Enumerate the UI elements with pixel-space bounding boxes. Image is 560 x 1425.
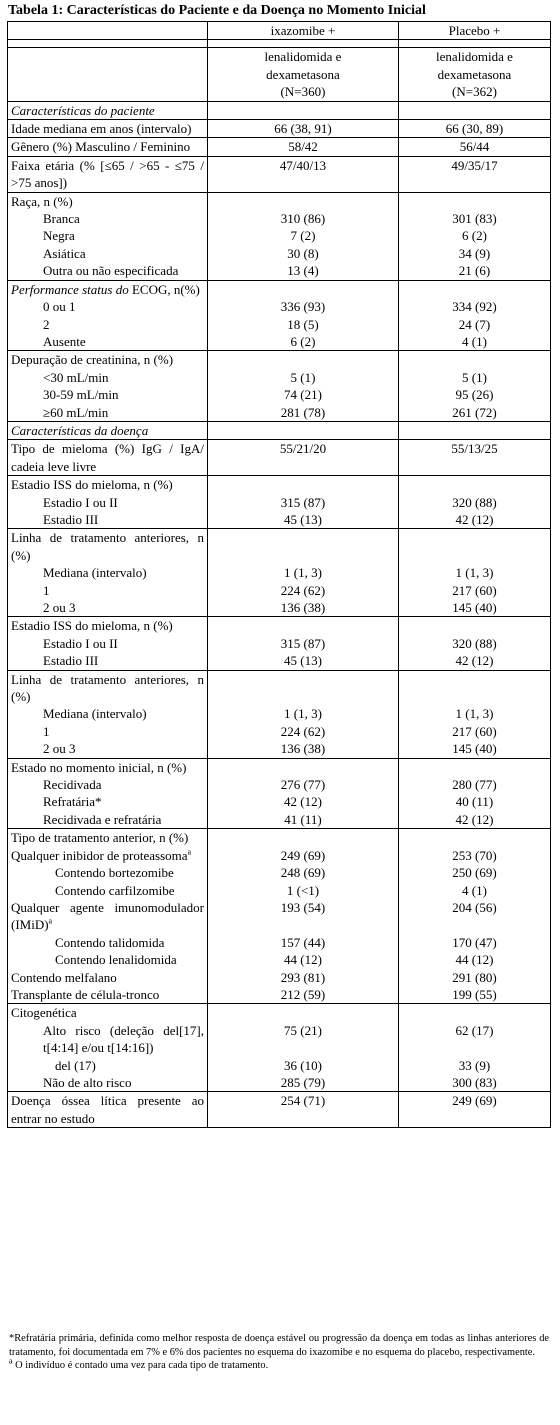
table-row [8,101,551,119]
header-col2-top: Placebo + [399,22,551,40]
item-label: Estadio I ou II [43,494,118,510]
group-header [11,281,204,298]
item-value-placebo: 217 (60) [452,582,497,598]
table-footnotes [9,1332,549,1373]
header-spacer [211,476,395,493]
item-value-ixazomibe: 315 (87) [280,635,326,651]
value-placebo: 49/35/17 [399,156,551,192]
item-label: Ausente [43,333,86,349]
spacer-cell [8,40,208,48]
header-row-spacer [8,40,551,48]
header-spacer [402,476,547,493]
header-spacer [402,351,547,368]
table-row [8,617,551,670]
item-label: Branca [43,211,80,227]
table-row [8,670,551,758]
group-labels [8,1004,208,1092]
item-value-ixazomibe: 248 (69) [280,865,326,881]
item-value-ixazomibe: 18 (5) [287,316,319,332]
item-value-ixazomibe: 1 (1, 3) [284,565,322,581]
item-value-ixazomibe: 45 (13) [284,511,322,527]
header-empty-cell [8,48,208,101]
item-value-placebo: 40 (11) [455,794,494,810]
item-label: 2 ou 3 [43,741,76,757]
header-spacer [211,1004,395,1021]
item-label-text: Qualquer inibidor de proteassoma [11,847,188,863]
value-ixazomibe: 58/42 [208,138,399,156]
header-empty-cell [8,22,208,40]
item-label: Contendo lenalidomida [55,952,177,968]
group-values-ixazomibe [208,280,399,351]
group-values-placebo [399,476,551,529]
section-label: Características do paciente [8,101,208,119]
table-row [8,120,551,138]
item-value-placebo: 21 (6) [458,263,491,279]
item-value-placebo: 6 (2) [462,228,487,244]
item-value-ixazomibe: 45 (13) [284,653,322,669]
item-value-placebo: 204 (56) [452,899,497,915]
item-value-placebo: 42 (12) [455,653,494,669]
header-col1-line: (N=360) [280,84,326,100]
item-label: 30-59 mL/min [43,387,119,403]
group-values-ixazomibe [208,829,399,1004]
item-value-placebo: 44 (12) [455,952,494,968]
value-ixazomibe: 47/40/13 [208,156,399,192]
header-spacer [402,281,547,298]
item-value-ixazomibe: 136 (38) [280,600,326,615]
item-label: Não de alto risco [43,1074,132,1090]
item-value-placebo: 1 (1, 3) [455,706,494,722]
header-spacer [211,829,395,846]
row-label: Faixa etária (% [≤65 / >65 - ≤75 / >75 anos]) [8,156,208,192]
item-label: Mediana (intervalo) [43,706,147,722]
table-row [8,1092,551,1128]
footnote-a [9,1356,549,1373]
table-row [8,156,551,192]
value-placebo: 249 (69) [399,1092,551,1128]
item-value-ixazomibe: 136 (38) [280,741,326,757]
item-label: Recidivada [43,777,102,793]
header-spacer [402,1004,547,1021]
item-value-placebo: 1 (1, 3) [455,565,494,581]
header-col2-line: lenalidomida e [436,49,513,65]
group-labels [8,829,208,1004]
group-values-placebo [399,670,551,758]
header-spacer [211,351,395,368]
item-value-ixazomibe: 157 (44) [280,934,326,950]
item-value-placebo: 4 (1) [462,333,487,349]
item-value-placebo: 42 (12) [455,811,494,827]
footnote-refractory: *Refratária primária, definida como melhor resposta de doença estável ou progressão da doença em todas as linhas anteriores de tratamento, foi documentada em 7% e 6% dos pacientes no esquema do ixazomibe e no esquema do placebo, respectivamente. [9,1333,549,1358]
table-row [8,351,551,422]
group-values-placebo [399,829,551,1004]
item-label: Transplante de célula-tronco [11,986,160,1002]
item-value-placebo: 145 (40) [452,741,497,757]
header-spacer [211,281,395,298]
group-values-ixazomibe [208,529,399,617]
item-value-placebo: 334 (92) [452,299,497,315]
item-value-placebo: 250 (69) [452,865,497,881]
value-placebo: 56/44 [399,138,551,156]
table-row [8,440,551,476]
group-labels [8,617,208,670]
header-col1-top: ixazomibe + [208,22,399,40]
item-value-placebo: 4 (1) [462,882,487,898]
table-row [8,476,551,529]
item-label-text: Qualquer agente imunomodulador (IMiD) [11,899,204,933]
item-value-ixazomibe: 7 (2) [290,228,316,244]
footnote-a-marker: a [9,1356,13,1366]
spacer-cell [399,40,551,48]
item-value-ixazomibe: 6 (2) [290,333,316,349]
item-value-ixazomibe: 75 (21) [284,1022,322,1038]
item-label: Contendo bortezomibe [55,865,174,881]
group-header-italic: Performance status do [11,281,129,297]
header-col2-line: (N=362) [452,84,497,100]
item-label-sup: a [187,847,192,857]
group-values-ixazomibe [208,351,399,422]
item-label [11,847,204,864]
section-label: Características da doença [8,421,208,439]
empty-cell [399,421,551,439]
item-label: Outra ou não especificada [43,263,179,279]
item-label: Refratária* [43,794,102,810]
table-row [8,138,551,156]
group-labels [8,670,208,758]
item-label: Estadio III [43,511,99,527]
item-value-ixazomibe: 74 (21) [284,387,322,403]
item-value-placebo: 280 (77) [452,777,497,793]
item-value-ixazomibe: 1 (<1) [286,882,320,898]
header-spacer [402,617,547,634]
item-value-ixazomibe: 193 (54) [280,899,326,915]
group-header: Raça, n (%) [11,193,73,209]
header-row-main [8,48,551,101]
item-value-ixazomibe: 281 (78) [280,404,326,420]
item-value-placebo: 217 (60) [452,723,497,739]
item-value-ixazomibe: 41 (11) [284,811,322,827]
header-col1-line: dexametasona [266,66,340,82]
item-value-placebo: 320 (88) [452,635,497,651]
empty-cell [399,101,551,119]
item-label: Estadio I ou II [43,635,118,651]
item-value-ixazomibe: 249 (69) [280,847,326,863]
item-value-ixazomibe: 224 (62) [280,723,326,739]
header-spacer [402,529,547,564]
group-header: Estado no momento inicial, n (%) [11,759,187,775]
item-value-ixazomibe: 276 (77) [280,777,326,793]
row-label: Doença óssea lítica presente ao entrar no estudo [8,1092,208,1128]
header-col2-line: dexametasona [437,66,512,82]
table-row [8,758,551,829]
group-values-ixazomibe [208,758,399,829]
header-spacer [211,529,395,564]
group-header: Linha de tratamento anteriores, n (%) [11,671,204,705]
item-value-placebo: 62 (17) [455,1022,494,1038]
item-value-ixazomibe: 212 (59) [280,986,326,1002]
group-values-placebo [399,280,551,351]
patient-characteristics-table [7,21,551,1128]
table-row [8,192,551,280]
group-values-placebo [399,529,551,617]
item-label-sup: a [48,916,53,926]
item-value-placebo: 291 (80) [452,969,497,985]
header-spacer [402,671,547,706]
item-value-placebo: 261 (72) [452,404,497,420]
row-label: Idade mediana em anos (intervalo) [8,120,208,138]
group-values-placebo [399,758,551,829]
item-value-placebo: 42 (12) [455,511,494,527]
item-value-ixazomibe: 293 (81) [280,969,326,985]
empty-cell [208,101,399,119]
header-spacer [211,671,395,706]
spacer-cell [208,40,399,48]
item-label: Contendo carfilzomibe [55,882,175,898]
group-labels [8,280,208,351]
group-values-ixazomibe [208,192,399,280]
item-value-ixazomibe: 13 (4) [287,263,319,279]
item-label: Recidivada e refratária [43,811,162,827]
header-spacer [402,759,547,776]
row-label: Gênero (%) Masculino / Feminino [8,138,208,156]
value-placebo: 55/13/25 [399,440,551,476]
value-ixazomibe: 66 (38, 91) [208,120,399,138]
item-label: Negra [43,228,75,244]
item-value-placebo: 24 (7) [458,316,491,332]
header-spacer [211,759,395,776]
item-value-ixazomibe: 315 (87) [280,494,326,510]
table-row [8,280,551,351]
group-header: Tipo de tratamento anterior, n (%) [11,830,189,846]
header-spacer [211,193,395,210]
item-value-placebo: 145 (40) [452,600,497,615]
item-value-placebo: 301 (83) [452,211,497,227]
item-value-placebo: 95 (26) [455,387,494,403]
item-label: 0 ou 1 [43,299,76,315]
item-label [11,899,204,934]
item-label: Estadio III [43,653,99,669]
item-value-ixazomibe: 36 (10) [284,1057,322,1073]
item-value-placebo: 33 (9) [458,1057,491,1073]
item-value-ixazomibe: 44 (12) [284,952,322,968]
group-labels [8,192,208,280]
group-header: Linha de tratamento anteriores, n (%) [11,530,204,563]
item-label: 1 [43,582,50,598]
group-values-placebo [399,192,551,280]
item-value-ixazomibe: 310 (86) [280,211,326,227]
header-spacer [211,617,395,634]
item-value-placebo: 300 (83) [452,1074,497,1090]
item-label: 2 ou 3 [43,600,76,615]
header-col2 [399,48,551,101]
group-values-ixazomibe [208,476,399,529]
empty-cell [208,421,399,439]
item-value-ixazomibe: 336 (93) [280,299,326,315]
group-labels [8,351,208,422]
group-header: Citogenética [11,1005,77,1021]
item-value-ixazomibe: 1 (1, 3) [284,706,322,722]
value-placebo: 66 (30, 89) [399,120,551,138]
table-row [8,829,551,1004]
item-value-ixazomibe: 224 (62) [280,582,326,598]
group-values-ixazomibe [208,617,399,670]
table-title: Tabela 1: Características do Paciente e da Doença no Momento Inicial [8,3,426,18]
item-label: Alto risco (deleção del[17], t[4:14] e/ou t[14:16]) [43,1022,204,1056]
item-label: 1 [43,723,50,739]
group-header: Depuração de creatinina, n (%) [11,352,174,368]
item-label: Mediana (intervalo) [43,565,147,581]
item-value-ixazomibe: 5 (1) [290,369,316,385]
group-values-ixazomibe [208,1004,399,1092]
group-values-ixazomibe [208,670,399,758]
item-label: 2 [43,316,50,332]
item-label: Asiática [43,245,86,261]
item-value-placebo: 170 (47) [452,934,497,950]
group-header: Estadio ISS do mieloma, n (%) [11,618,173,634]
group-labels [8,758,208,829]
item-value-placebo: 34 (9) [458,245,491,261]
item-value-placebo: 320 (88) [452,494,497,510]
item-label: del (17) [55,1057,96,1073]
row-label: Tipo de mieloma (%) IgG / IgA/ cadeia leve livre [8,440,208,476]
group-values-placebo [399,351,551,422]
table-row [8,421,551,439]
value-ixazomibe: 55/21/20 [208,440,399,476]
group-labels [8,529,208,617]
item-value-ixazomibe: 42 (12) [284,794,322,810]
header-spacer [402,829,547,846]
group-values-placebo [399,1004,551,1092]
group-values-placebo [399,617,551,670]
table-row [8,529,551,617]
item-label: ≥60 mL/min [43,404,109,420]
item-label: Contendo melfalano [11,969,117,985]
group-header: Estadio ISS do mieloma, n (%) [11,477,173,493]
header-row-top [8,22,551,40]
value-ixazomibe: 254 (71) [208,1092,399,1128]
footnote-a-text: O indivíduo é contado uma vez para cada tipo de tratamento. [12,1360,269,1372]
header-spacer [402,193,547,210]
item-label: <30 mL/min [43,369,109,385]
item-value-ixazomibe: 285 (79) [280,1074,326,1090]
group-header-text: ECOG, n(%) [131,281,200,297]
group-labels [8,476,208,529]
item-value-placebo: 5 (1) [462,369,487,385]
item-value-placebo: 253 (70) [452,847,497,863]
header-col1-line: lenalidomida e [264,49,342,65]
item-value-placebo: 199 (55) [452,986,497,1002]
header-col1 [208,48,399,101]
table-row [8,1004,551,1092]
item-value-ixazomibe: 30 (8) [287,245,319,261]
item-label: Contendo talidomida [55,934,165,950]
